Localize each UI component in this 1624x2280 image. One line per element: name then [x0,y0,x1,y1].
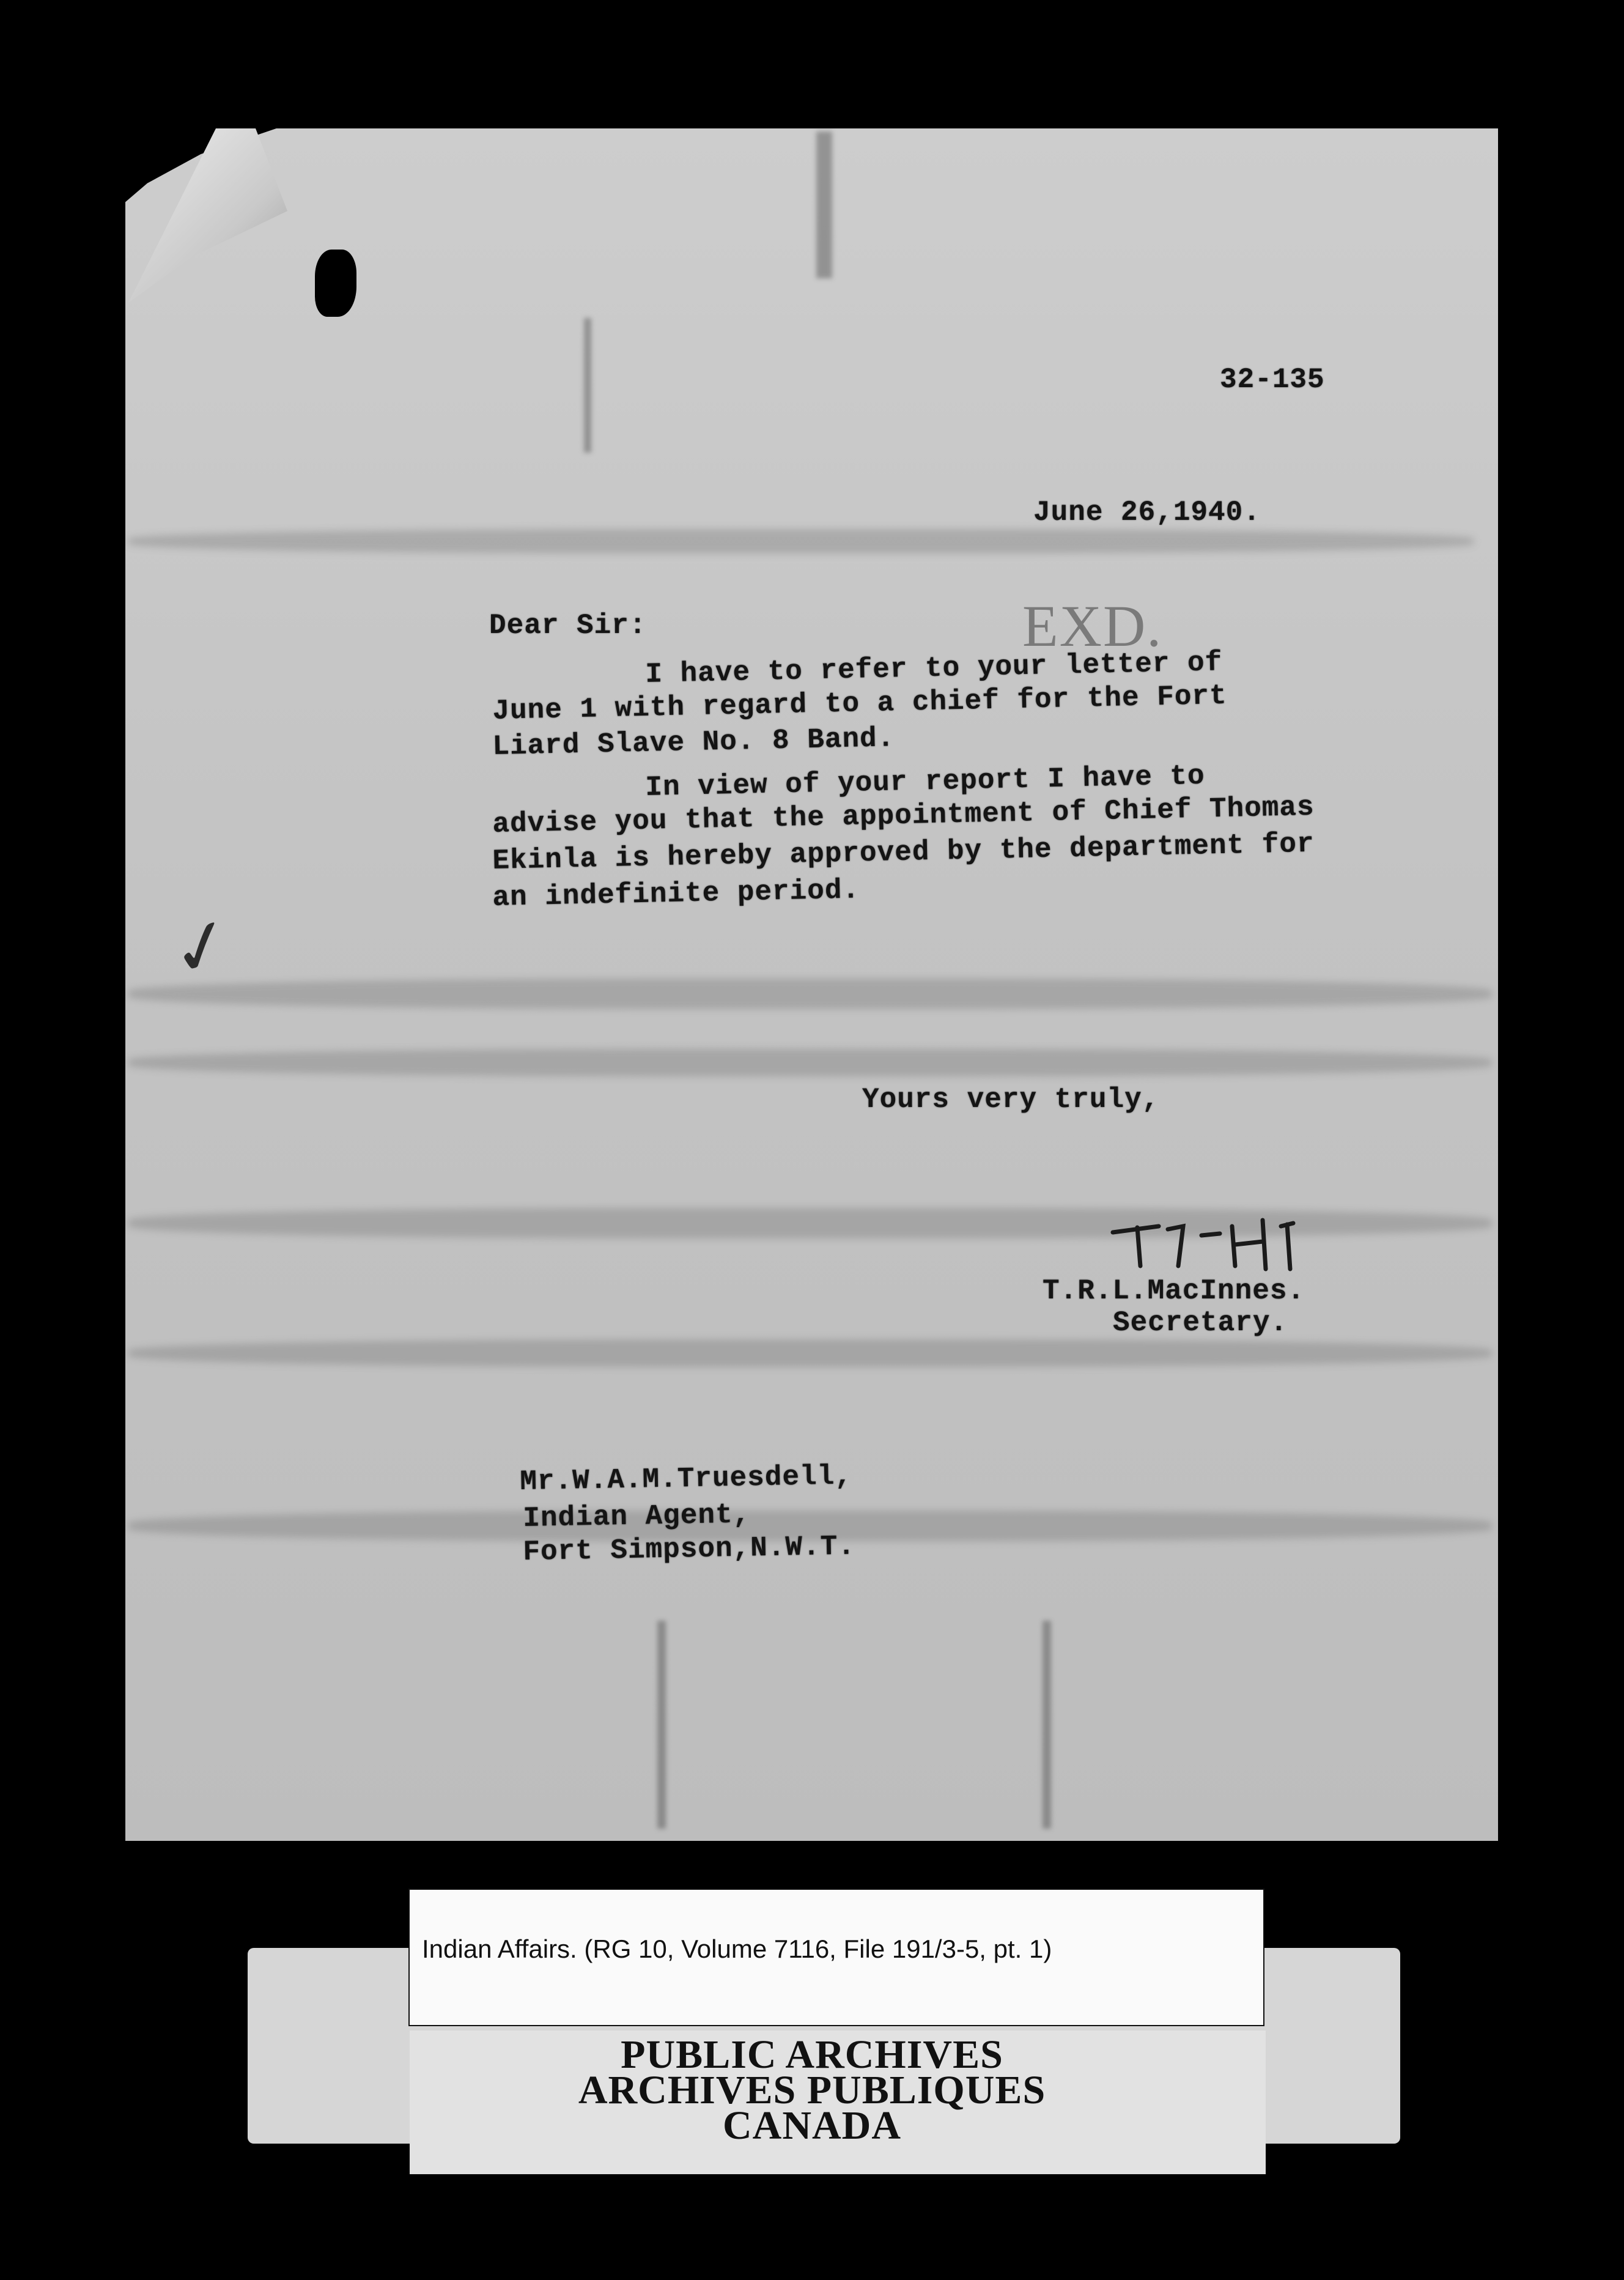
signer-name: T.R.L.MacInnes. [1043,1275,1305,1307]
body-line: Ekinla is hereby approved by the department for [492,827,1315,877]
salutation: Dear Sir: [489,610,647,642]
signer-title: Secretary. [1113,1307,1288,1339]
paper-crease [657,1621,666,1829]
letter-date: June 26,1940. [1033,497,1261,528]
paper-crease [816,131,832,278]
file-number: 32-135 [1220,364,1325,396]
paper-wrinkle [128,1049,1492,1076]
punch-hole [315,250,356,317]
paper-crease [584,318,591,453]
body-line: advise you that the appointment of Chief Thomas [492,791,1315,840]
body-line: I have to refer to your letter of [644,646,1223,690]
archive-name-en: PUBLIC ARCHIVES [621,2032,1003,2077]
archive-name-fr: ARCHIVES PUBLIQUES [578,2068,1046,2112]
paper-wrinkle [128,979,1492,1009]
body-line: June 1 with regard to a chief for the Fort [492,679,1228,727]
addressee-line: Mr.W.A.M.Truesdell, [519,1460,853,1498]
body-line: an indefinite period. [492,874,860,914]
addressee-line: Fort Simpson,N.W.T. [522,1530,856,1568]
signature-initials [1110,1208,1305,1275]
closing: Yours very truly, [862,1084,1160,1116]
addressee-line: Indian Agent, [522,1498,751,1534]
body-line: In view of your report I have to [644,760,1206,804]
paper-wrinkle [128,529,1474,553]
margin-check-mark: ✓ [161,898,243,997]
archive-country: CANADA [723,2103,901,2148]
body-line: Liard Slave No. 8 Band. [492,722,895,763]
archive-reference: Indian Affairs. (RG 10, Volume 7116, File 191/3-5, pt. 1) [422,1934,1052,1963]
paper-wrinkle [128,1339,1492,1367]
received-stamp: EXD. [1022,593,1163,659]
paper-crease [1043,1621,1051,1829]
